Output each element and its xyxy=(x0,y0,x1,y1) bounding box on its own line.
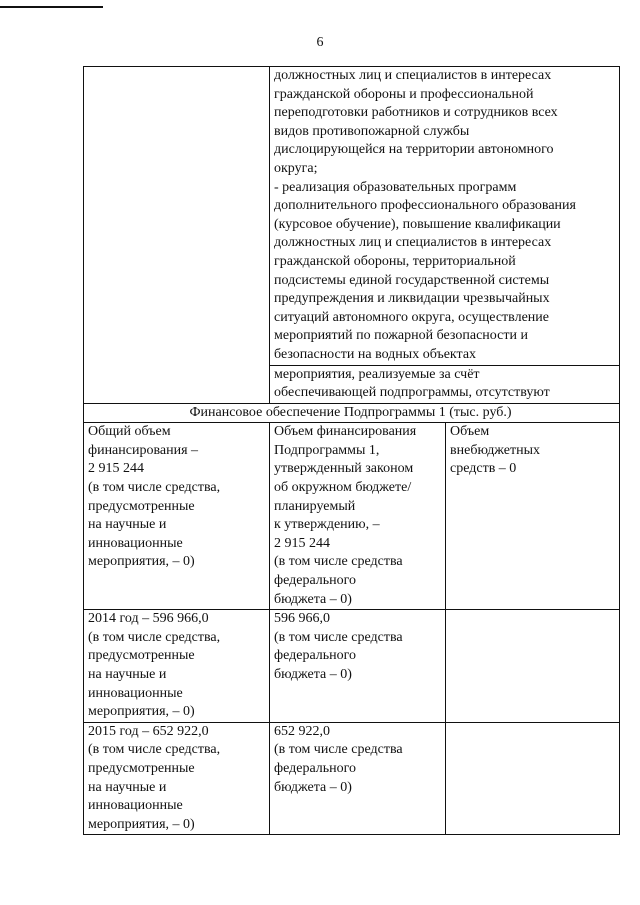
text-line: 652 922,0 xyxy=(274,723,330,739)
text-line: к утверждению, – xyxy=(274,517,380,533)
year-2014-federal-cell xyxy=(270,610,446,723)
empty-cell xyxy=(446,610,620,723)
text-line: 2014 год – 596 966,0 xyxy=(88,611,209,627)
total-financing-cell xyxy=(84,423,270,610)
financing-header: Финансовое обеспечение Подпрограммы 1 (тыс. руб.) xyxy=(84,403,620,423)
text-line: (в том числе средства xyxy=(274,629,403,645)
program-passport-table xyxy=(83,66,620,835)
empty-label-cell xyxy=(84,67,270,404)
text-line: Объем финансирования xyxy=(274,424,417,440)
text-line: дополнительного профессионального образования xyxy=(274,198,576,214)
text-line: мероприятий по пожарной безопасности и xyxy=(274,328,528,344)
text-line: планируемый xyxy=(274,498,356,514)
text-line: бюджета – 0) xyxy=(274,779,352,795)
text-line: видов противопожарной службы xyxy=(274,123,470,139)
text-line: (в том числе средства, xyxy=(88,629,221,645)
text-line: ситуаций автономного округа, осуществление xyxy=(274,309,549,325)
year-2015-federal-cell xyxy=(270,722,446,835)
text-line: (в том числе средства, xyxy=(88,742,221,758)
year-2015-cell xyxy=(84,722,270,835)
text-line: предупреждения и ликвидации чрезвычайных xyxy=(274,291,550,307)
text-line: финансирования – xyxy=(88,442,199,458)
text-line: мероприятия, – 0) xyxy=(88,554,195,570)
text-line: предусмотренные xyxy=(88,498,195,514)
text-line: внебюджетных xyxy=(450,442,541,458)
provision-subprogram-cell xyxy=(270,365,620,403)
text-line: утвержденный законом xyxy=(274,461,414,477)
text-line: 2 915 244 xyxy=(274,535,330,551)
text-line: (в том числе средства, xyxy=(88,480,221,496)
table-row xyxy=(84,610,620,723)
text-line: инновационные xyxy=(88,535,183,551)
top-rule xyxy=(0,6,103,8)
text-line: на научные и xyxy=(88,517,167,533)
empty-cell xyxy=(446,722,620,835)
text-line: 596 966,0 xyxy=(274,611,330,627)
text-line: округа; xyxy=(274,160,318,176)
text-line: безопасности на водных объектах xyxy=(274,346,477,362)
text-line: гражданской обороны, территориальной xyxy=(274,253,516,269)
table-row xyxy=(84,423,620,610)
table-row xyxy=(84,67,620,366)
text-line: Подпрограммы 1, xyxy=(274,442,380,458)
text-line: переподготовки работников и сотрудников всех xyxy=(274,105,558,121)
text-line: федерального xyxy=(274,760,357,776)
text-line: федерального xyxy=(274,573,357,589)
text-line: Общий объем xyxy=(88,424,171,440)
text-line: (курсовое обучение), повышение квалификации xyxy=(274,216,561,232)
activities-text-cell xyxy=(270,67,620,366)
text-line: инновационные xyxy=(88,798,183,814)
text-line: (в том числе средства xyxy=(274,554,403,570)
text-line: должностных лиц и специалистов в интересах xyxy=(274,235,552,251)
text-line: - реализация образовательных программ xyxy=(274,179,517,195)
text-line: инновационные xyxy=(88,685,183,701)
text-line: мероприятия, – 0) xyxy=(88,704,195,720)
text-line: на научные и xyxy=(88,667,167,682)
text-line: гражданской обороны и профессиональной xyxy=(274,86,534,102)
text-line: (в том числе средства xyxy=(274,742,403,758)
text-line: мероприятия, реализуемые за счёт xyxy=(274,366,480,382)
text-line: на научные и xyxy=(88,779,167,795)
text-line: мероприятия, – 0) xyxy=(88,816,195,832)
text-line: подсистемы единой государственной системы xyxy=(274,272,550,288)
text-line: дислоцирующейся на территории автономного xyxy=(274,142,554,158)
text-line: 2 915 244 xyxy=(88,461,144,477)
text-line: Объем xyxy=(450,424,490,440)
subprogram-financing-cell xyxy=(270,423,446,610)
text-line: 2015 год – 652 922,0 xyxy=(88,723,209,739)
text-line: бюджета – 0) xyxy=(274,667,352,682)
text-line: обеспечивающей подпрограммы, отсутствуют xyxy=(274,385,550,401)
text-line: федерального xyxy=(274,648,357,664)
text-line: должностных лиц и специалистов в интересах xyxy=(274,68,552,83)
table-row xyxy=(84,403,620,423)
year-2014-cell xyxy=(84,610,270,723)
extrabudgetary-cell xyxy=(446,423,620,610)
text-line: бюджета – 0) xyxy=(274,591,352,607)
text-line: предусмотренные xyxy=(88,648,195,664)
page-number: 6 xyxy=(316,35,324,50)
text-line: средств – 0 xyxy=(450,461,517,477)
text-line: об окружном бюджете/ xyxy=(274,480,412,496)
text-line: предусмотренные xyxy=(88,760,195,776)
table-row xyxy=(84,722,620,835)
